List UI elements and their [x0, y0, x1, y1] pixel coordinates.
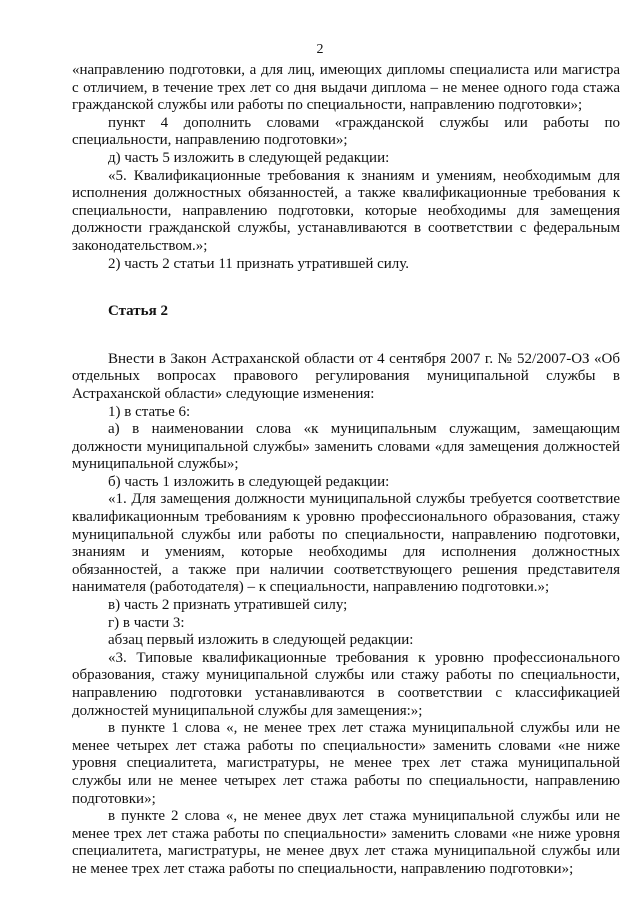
- paragraph-point-2: в пункте 2 слова «, не менее двух лет стажа муниципальной службы или не менее трех лет стажа работы по специальности» заменить словами «не ниже уровня специалитета, магистратуры, не менее двух лет стажа муниципальной службы или не менее трех лет стажа работы по специальности, направлению подготовки»;: [72, 808, 620, 877]
- paragraph-first-abzac: абзац первый изложить в следующей редакции:: [108, 632, 414, 649]
- paragraph-2-article-11: 2) часть 2 статьи 11 признать утратившей силу.: [108, 255, 410, 272]
- paragraph-continuation: «направлению подготовки, а для лиц, имеющих дипломы специалиста или магистра с отличием, в течение трех лет со дня выдачи диплома – не менее одного года стажа гражданской службы или работы по специальности, направлению подготовки»;: [72, 62, 620, 114]
- paragraph-1-article-6: 1) в статье 6:: [108, 403, 191, 420]
- article-heading: Статья 2: [108, 303, 168, 320]
- paragraph-v-part-2: в) часть 2 признать утратившей силу;: [108, 597, 348, 614]
- document-body: [72, 62, 620, 879]
- paragraph-new-part-5: «5. Квалификационные требования к знаниям и умениям, необходимым для исполнения должностных обязанностей, а также квалификационные требования к специальности, направлению подготовки, которые необходимы для замещения должности гражданской службы, устанавливаются в соответствии с федеральным законодательством.»;: [72, 167, 620, 254]
- paragraph-a-title: а) в наименовании слова «к муниципальным служащим, замещающим должности муниципальной службы» заменить словами «для замещения должностей муниципальной службы»;: [72, 421, 620, 473]
- paragraph-point-4: пункт 4 дополнить словами «гражданской службы или работы по специальности, направлению подготовки»;: [72, 114, 620, 149]
- gap-after-article: [72, 321, 620, 351]
- paragraph-point-1: в пункте 1 слова «, не менее трех лет стажа муниципальной службы или не менее четырех лет стажа работы по специальности» заменить словами «не ниже уровня специалитета, магистратуры, не менее трех лет стажа муниципальной службы или не менее четырех лет стажа работы по специальности, направлению подготовки»;: [72, 720, 620, 807]
- paragraph-d-part-5: д) часть 5 изложить в следующей редакции:: [108, 149, 390, 166]
- paragraph-g-part-3: г) в части 3:: [108, 614, 185, 631]
- gap-before-article: [72, 273, 620, 303]
- paragraph-new-part-1: «1. Для замещения должности муниципальной службы требуется соответствие квалификационным требованиям к уровню профессионального образования, стажу муниципальной службы или работы по специальности, направлению подготовки, знаниям и умениям, которые необходимы для исполнения должностных обязанностей, а также при наличии соответствующего решения представителя нанимателя (работодателя) – к специальности, направлению подготовки.»;: [72, 491, 620, 596]
- page-number: 2: [316, 42, 324, 57]
- paragraph-amend-law: Внести в Закон Астраханской области от 4 сентября 2007 г. № 52/2007-ОЗ «Об отдельных вопросах правового регулирования муниципальной службы в Астраханской области» следующие изменения:: [72, 350, 620, 402]
- paragraph-b-part-1: б) часть 1 изложить в следующей редакции:: [108, 473, 390, 490]
- paragraph-new-part-3: «3. Типовые квалификационные требования к уровню профессионального образования, стажу муниципальной службы или стажу работы по специальности, направлению подготовки устанавливаются в соответствии с классификацией должностей муниципальной службы для замещения:»;: [72, 649, 620, 719]
